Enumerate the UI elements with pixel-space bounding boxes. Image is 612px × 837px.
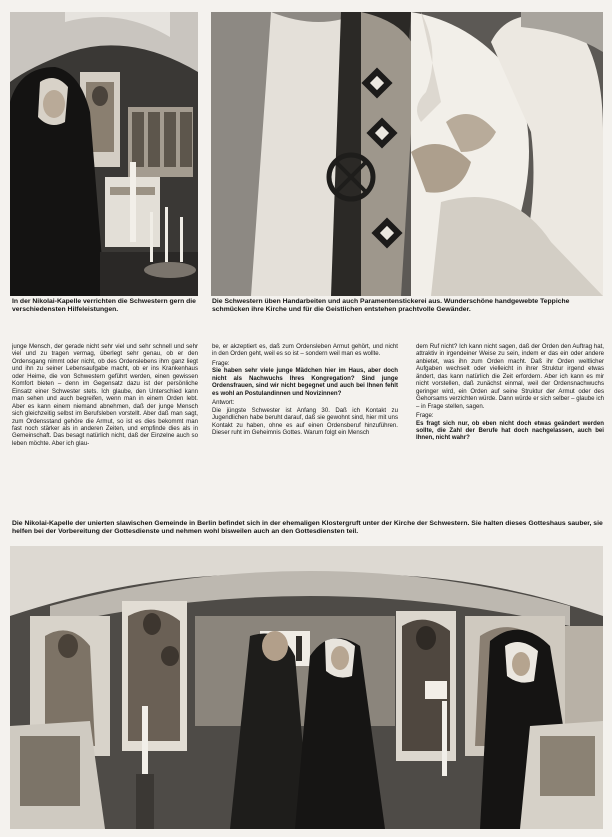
answer-1-text: Die jüngste Schwester ist Anfang 30. Daß ich Kontakt zu Jugendlichen habe beruht darauf, daß sie gewohnt sind, hier mit uns Kontakt zu haben, ohne es auf einen Ordensberuf hinzuführen. Dieser ruht im Geheimnis Gottes. Warum folgt ein Mensch bbox=[212, 406, 398, 436]
column-3-intro: dem Ruf nicht? Ich kann nicht sagen, daß der Orden den Auftrag hat, attraktiv in irgendeiner Weise zu sein, indem er das ein oder andere anbietet, was ihn zum Orden macht. Daß ihr Orden weltlicher Aufgaben wechselt oder vielleicht in ihrer Struktur irgend etwas ändert, das kann natürlich die Zeit erfordern. Aber ich kann es mir nicht vorstellen, daß zunächst einmal, weil der Ordensnachwuchs geringer wird, ein Orden auf seine Struktur der Armut oder des Gehorsams verzichten würde. Dann würde er sich selber – glaube ich – in Frage stellen, sagen. bbox=[416, 343, 604, 410]
article-column-2 bbox=[212, 343, 398, 515]
article-column-3 bbox=[416, 343, 604, 515]
bottom-photo-caption: Die Nikolai-Kapelle der unierten slawischen Gemeinde in Berlin befindet sich in der ehemaligen Klostergruft unter der Kirche der Schwestern. Sie halten dieses Gotteshaus sauber, sie helfen bei der Vorbereitung der Gottesdienste und nehmen wohl bisweilen auch an den Gottesdiensten teil. bbox=[12, 520, 603, 536]
right-photo-caption: Die Schwestern üben Handarbeiten und auch Paramentenstickerei aus. Wunderschöne handgewebte Teppiche schmücken ihre Kirche und für die Geistlichen entstehen prachtvolle Gewänder. bbox=[212, 298, 570, 314]
sisters-adjusting-vestment-photo bbox=[211, 12, 603, 296]
question-1-text: Sie haben sehr viele junge Mädchen hier im Haus, aber doch nicht als Nachwuchs Ihres Kongregation? Sind junge Ordensfrauen, sind wir nicht begegnet und auch bei Ihnen fehlt es wohl an Postulandinnen und Novizinnen? bbox=[212, 367, 398, 397]
article-column-1 bbox=[12, 343, 198, 509]
question-2-text: Es fragt sich nur, ob eben nicht doch etwas geändert werden sollte, die Zahl der Berufe hat doch nachgelassen, auch bei Ihnen, nicht wahr? bbox=[416, 419, 604, 442]
column-2-intro: be, er akzeptiert es, daß zum Ordensleben Armut gehört, und nicht in den Orden geht, weil es so ist – sondern weil man es wollte. bbox=[212, 343, 398, 358]
chapel-iconostasis-service-photo bbox=[10, 546, 603, 829]
answer-1-label: Antwort: bbox=[212, 399, 235, 407]
column-1-text: junge Mensch, der gerade nicht sehr viel und sehr schnell und sehr viel und zu tragen vermag, überlegt sehr genau, ob er den Ordensgang nimmt oder nicht, ob des Ordenslebens ihm ganz liegt und ihn zu seiner Lebensaufgabe macht, ob er ins Krankenhaus oder Heime, die von Schwestern geführt werden, einen gewissen Komfort bieten – denn im Gegensatz dazu ist der persönliche Einsatz einer Schwester stets. Ich glaube, den Unterschied kann man sehen und auch begreifen, wenn man in einem Orden lebt. Aber es kann einem niemand abnehmen, daß der junge Mensch sich gleichzeitig selbst im Berufsleben vorstellt. Aber daß man sagt, zum Ordensstand gehöre die Armut, so ist es dies bekommt man fast noch stärker als in anderen Zeiten, und empfinde dies als in Gemeinschaft. Das besagt natürlich nicht, daß der Einzelne auch so leben möchte. Aber ich glau- bbox=[12, 343, 198, 447]
nun-praying-icon-chapel-photo bbox=[10, 12, 198, 296]
left-photo-caption: In der Nikolai-Kapelle verrichten die Schwestern gern die verschiedensten Hilfeleistungen. bbox=[12, 298, 196, 314]
question-2-label: Frage: bbox=[416, 412, 434, 420]
question-1-label: Frage: bbox=[212, 359, 230, 367]
